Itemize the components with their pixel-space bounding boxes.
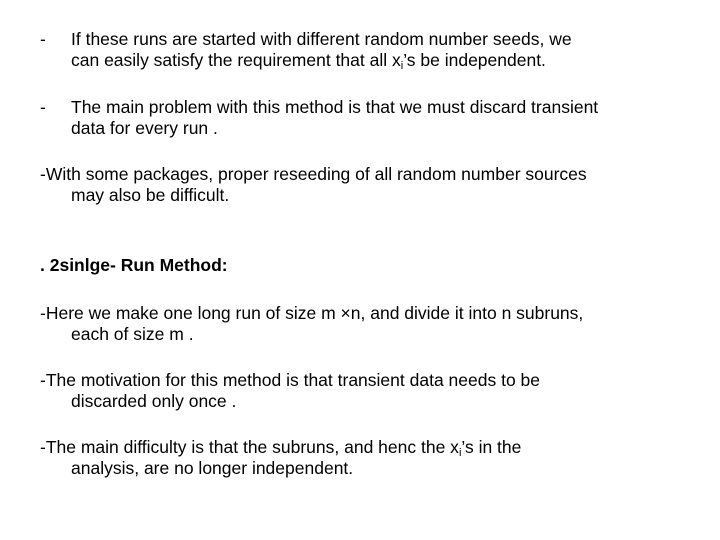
paragraph-difficulty bbox=[40, 437, 700, 479]
paragraph-line: -With some packages, proper reseeding of all random number sources bbox=[40, 164, 587, 184]
paragraph-line: The main problem with this method is that we must discard transient bbox=[71, 97, 599, 117]
paragraph-long-run bbox=[40, 303, 700, 345]
paragraph-line: may also be difficult. bbox=[71, 185, 230, 205]
section-heading bbox=[40, 255, 700, 276]
subscript-i: i bbox=[458, 447, 462, 459]
bullet-dash: - bbox=[40, 29, 46, 49]
paragraph-reseeding bbox=[40, 164, 700, 206]
paragraph-line: discarded only once . bbox=[71, 391, 237, 411]
bullet-item-1 bbox=[40, 29, 700, 71]
heading-text: . 2sinlge- Run Method: bbox=[40, 255, 228, 275]
paragraph-line: can easily satisfy the requirement that all $x_i’s$ be independent. bbox=[71, 50, 546, 72]
paragraph-line: each of size m . bbox=[71, 324, 194, 344]
bullet-item-2 bbox=[40, 97, 700, 139]
paragraph-line: -Here we make one long run of size m ×n, and divide it into n subruns, bbox=[40, 303, 584, 323]
paragraph-line: -The main difficulty is that the subruns, and henc the $x_i’s$ in the bbox=[40, 437, 522, 459]
bullet-dash: - bbox=[40, 97, 46, 117]
paragraph-motivation bbox=[40, 370, 700, 412]
subscript-i: i bbox=[400, 60, 404, 72]
paragraph-line: analysis, are no longer independent. bbox=[71, 458, 354, 478]
paragraph-line: -The motivation for this method is that transient data needs to be bbox=[40, 370, 540, 390]
paragraph-line: data for every run . bbox=[71, 118, 218, 138]
paragraph-line: If these runs are started with different random number seeds, we bbox=[71, 29, 572, 49]
